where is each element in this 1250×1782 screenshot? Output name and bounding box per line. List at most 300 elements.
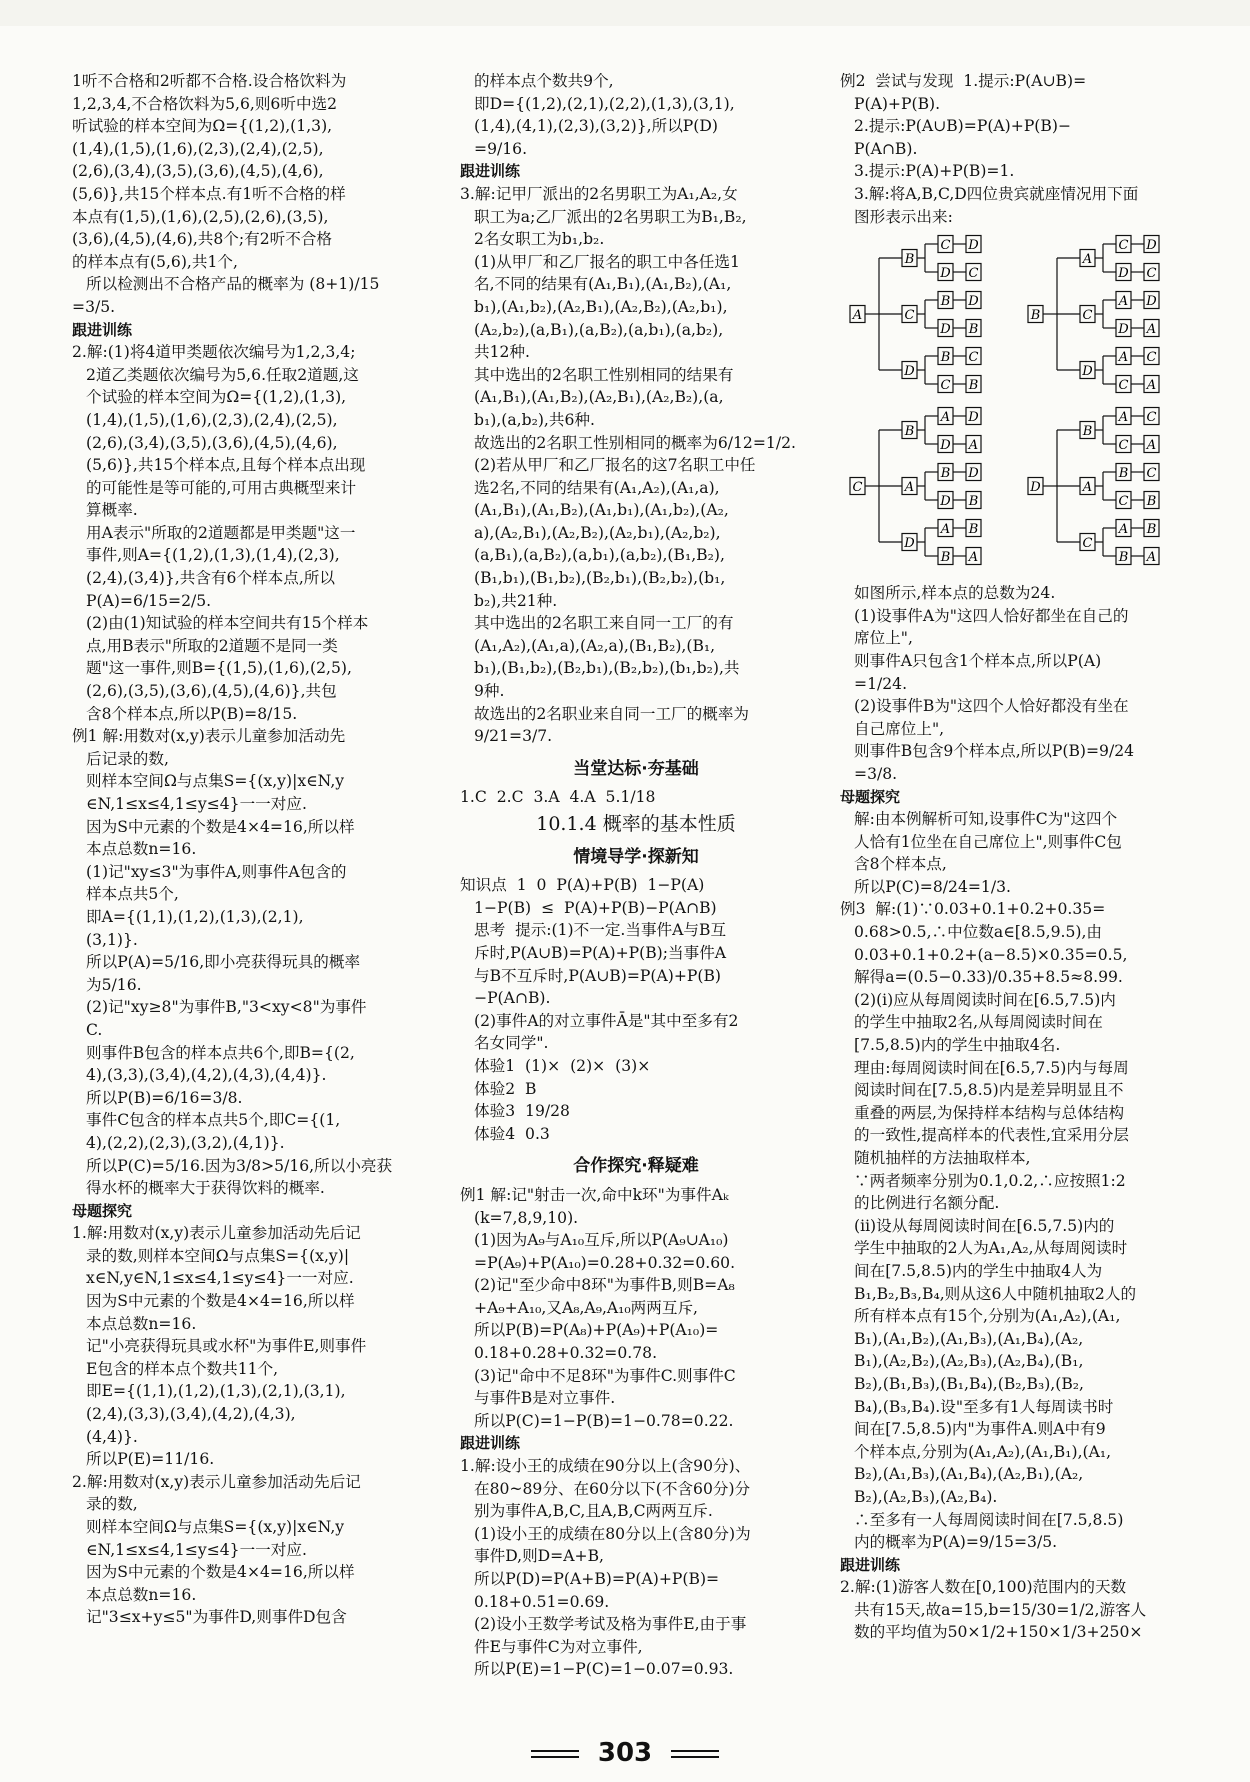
text-line: 所以P(C)=8/24=1/3.	[854, 877, 1011, 896]
tree-level3-box	[966, 520, 981, 538]
section-label: 跟进训练	[460, 162, 521, 181]
text-line: b₁),(a,b₂),共6种.	[474, 410, 595, 429]
tree-level3-box	[1144, 292, 1159, 310]
tree-level2-box	[938, 520, 953, 538]
footer-rule-right	[671, 1750, 719, 1758]
text-line: 则样本空间Ω与点集S={(x,y)|x∈N,y	[86, 772, 345, 791]
text-line: 事件,则A={(1,2),(1,3),(1,4),(2,3),	[86, 546, 340, 565]
tree-level3-box	[966, 236, 981, 254]
text-line: 0.03+0.1+0.2+(a−8.5)×0.35=0.5,	[854, 945, 1128, 964]
text-line: 所以P(E)=11/16.	[86, 1450, 215, 1469]
svg-text:B: B	[1118, 550, 1129, 566]
text-line: 数的平均值为50×1/2+150×1/3+250×	[854, 1623, 1143, 1642]
svg-text:C: C	[1118, 378, 1129, 394]
text-line: 例3 解:(1)∵0.03+0.1+0.2+0.35=	[840, 900, 1106, 919]
text-line: 2.解:用数对(x,y)表示儿童参加活动先后记	[72, 1472, 361, 1491]
text-line: 样本点共5个,	[86, 885, 179, 904]
text-line: B₁),(A₂,B₂),(A₂,B₃),(A₂,B₄),(B₁,	[854, 1352, 1084, 1371]
text-line: 体验3 19/28	[474, 1102, 570, 1121]
text-line: 体验2 B	[474, 1079, 537, 1098]
text-line: (2)记"xy≥8"为事件B,"3<xy<8"为事件	[86, 998, 367, 1017]
svg-text:B: B	[968, 322, 979, 338]
tree-level3-box	[966, 408, 981, 426]
text-line: (a,B₁),(a,B₂),(a,b₁),(a,b₂),(B₁,B₂),	[474, 546, 725, 565]
text-line: B₂),(B₁,B₃),(B₁,B₄),(B₂,B₃),(B₂,	[854, 1374, 1085, 1393]
tree-level1-box	[1080, 478, 1095, 496]
text-line: a),(A₂,B₁),(A₂,B₂),(A₂,b₁),(A₂,b₂),	[474, 523, 721, 542]
text-line: 席位上",	[854, 629, 913, 648]
tree-level2-box	[1116, 264, 1131, 282]
text-line: 斥时,P(A∪B)=P(A)+P(B);当事件A	[474, 943, 727, 962]
svg-text:D: D	[904, 364, 915, 380]
text-line: b₁),(A₁,b₂),(A₂,B₁),(A₂,B₂),(A₂,b₁),	[474, 297, 728, 316]
tree-level2-box	[1116, 320, 1131, 338]
text-line: 的比例进行名额分配.	[854, 1194, 1000, 1213]
svg-text:A: A	[1082, 252, 1093, 268]
svg-text:D: D	[1030, 480, 1041, 496]
tree-level3-box	[966, 320, 981, 338]
tree-level2-box	[938, 264, 953, 282]
svg-text:D: D	[968, 238, 979, 254]
text-line: 阅读时间在[7.5,8.5)内是差异明显且不	[854, 1081, 1124, 1100]
text-line: 事件D,则D=A+B,	[474, 1547, 604, 1566]
text-line: 职工为a;乙厂派出的2名男职工为B₁,B₂,	[474, 207, 747, 226]
svg-text:D: D	[1146, 238, 1157, 254]
text-line: 所以P(C)=5/16.因为3/8>5/16,所以小亮获	[86, 1156, 393, 1175]
text-line: 1.解:用数对(x,y)表示儿童参加活动先后记	[72, 1224, 361, 1243]
text-line: =1/24.	[854, 674, 908, 693]
tree-level3-box	[966, 464, 981, 482]
text-line: 含8个样本点,	[854, 855, 947, 874]
tree-level1-box	[1080, 362, 1095, 380]
tree-level3-box	[1144, 520, 1159, 538]
tree-level3-box	[966, 292, 981, 310]
text-line: (5,6)},共15个样本点,且每个样本点出现	[86, 456, 366, 475]
tree-root-box	[850, 306, 865, 324]
seating-tree-diagram	[840, 232, 1188, 576]
text-line: +A₉+A₁₀,又A₈,A₉,A₁₀两两互斥,	[474, 1298, 698, 1317]
text-line: 2.提示:P(A∪B)=P(A)+P(B)−	[854, 117, 1072, 136]
text-line: 3.解:记甲厂派出的2名男职工为A₁,A₂,女	[460, 184, 738, 203]
text-line: (4,4)}.	[86, 1427, 138, 1446]
text-line: 名,不同的结果有(A₁,B₁),(A₁,B₂),(A₁,	[474, 275, 732, 294]
subsection-title: 10.1.4 概率的基本性质	[536, 813, 736, 835]
text-line: 0.18+0.51=0.69.	[474, 1592, 610, 1611]
text-line: 本点总数n=16.	[86, 840, 197, 859]
svg-text:C: C	[1146, 266, 1157, 282]
text-line: 内的概率为P(A)=9/15=3/5.	[854, 1533, 1058, 1552]
text-line: E包含的样本点个数共11个,	[86, 1359, 279, 1378]
text-line: 4),(3,3),(3,4),(4,2),(4,3),(4,4)}.	[86, 1066, 327, 1085]
text-line: 故选出的2名职业来自同一工厂的概率为	[474, 704, 750, 723]
text-line: B₄),(B₃,B₄).设"至多有1人每周读书时	[854, 1397, 1114, 1416]
text-line: 点,用B表示"所取的2道题不是同一类	[86, 636, 338, 655]
svg-text:D: D	[940, 322, 951, 338]
text-line: (A₁,B₁),(A₁,B₂),(A₂,B₁),(A₂,B₂),(a,	[474, 388, 724, 407]
text-line: 即A={(1,1),(1,2),(1,3),(2,1),	[86, 907, 304, 926]
text-line: (3,1)}.	[86, 930, 138, 949]
svg-text:C: C	[968, 350, 979, 366]
text-line: 随机抽样的方法抽取样本,	[854, 1149, 1031, 1167]
section-heading: 情境导学·探新知	[573, 846, 699, 867]
column-right	[840, 70, 1188, 1644]
svg-text:C: C	[1118, 238, 1129, 254]
text-line: 例2 尝试与发现 1.提示:P(A∪B)=	[840, 72, 1087, 90]
text-line: 如图所示,样本点的总数为24.	[854, 584, 1056, 603]
text-line: 故选出的2名职工性别相同的概率为6/12=1/2.	[474, 433, 796, 452]
tree-level2-box	[938, 408, 953, 426]
page-footer	[0, 1738, 1250, 1768]
svg-text:B: B	[940, 550, 951, 566]
svg-text:C: C	[1082, 308, 1093, 324]
text-line: 所有样本点有15个,分别为(A₁,A₂),(A₁,	[854, 1307, 1121, 1326]
text-line: 算概率.	[86, 501, 138, 520]
tree-level2-box	[1116, 376, 1131, 394]
text-line: ∈N,1≤x≤4,1≤y≤4}一一对应.	[86, 795, 307, 813]
tree-root-box	[1028, 306, 1043, 324]
svg-text:C: C	[1146, 350, 1157, 366]
text-line: (B₁,b₁),(B₁,b₂),(B₂,b₁),(B₂,b₂),(b₁,	[474, 569, 726, 588]
text-line: (2,6),(3,4),(3,5),(3,6),(4,5),(4,6),	[72, 162, 324, 181]
text-line: (A₁,B₁),(A₁,B₂),(A₁,b₁),(A₁,b₂),(A₂,	[474, 501, 729, 520]
text-line: 1−P(B) ≤ P(A)+P(B)−P(A∩B)	[474, 898, 717, 917]
text-line: (ⅱ)设从每周阅读时间在[6.5,7.5)内的	[854, 1216, 1115, 1235]
text-line: −P(A∩B).	[474, 989, 551, 1008]
tree-level2-box	[1116, 348, 1131, 366]
text-line: (1)设事件A为"这四人恰好都坐在自己的	[854, 606, 1129, 625]
text-line: 所以P(A)=5/16,即小亮获得玩具的概率	[86, 953, 361, 972]
text-line: B₁,B₂,B₃,B₄,则从这6人中随机抽取2人的	[854, 1284, 1137, 1303]
example-2-intro	[840, 70, 1188, 228]
tree-level2-box	[1116, 548, 1131, 566]
text-line: 后记录的数,	[86, 749, 169, 768]
text-line: 解得a=(0.5−0.33)/0.35+8.5≈8.99.	[854, 968, 1123, 987]
text-line: ∴至多有一人每周阅读时间在[7.5,8.5)	[854, 1510, 1124, 1529]
svg-text:B: B	[1030, 308, 1041, 324]
tree-level2-box	[1116, 492, 1131, 510]
tree-level2-box	[938, 492, 953, 510]
text-line: P(A)=6/15=2/5.	[86, 591, 212, 610]
svg-text:D: D	[940, 266, 951, 282]
text-line: P(A)+P(B).	[854, 94, 941, 113]
text-line: 重叠的两层,为保持样本结构与总体结构	[854, 1103, 1125, 1122]
tree-level3-box	[1144, 436, 1159, 454]
section-label: 跟进训练	[72, 320, 133, 339]
tree-level2-box	[1116, 520, 1131, 538]
svg-text:A: A	[1118, 410, 1129, 426]
svg-text:B: B	[968, 522, 979, 538]
svg-text:D: D	[904, 536, 915, 552]
section-label: 跟进训练	[840, 1555, 901, 1574]
text-line: (2,6),(3,5),(3,6),(4,5),(4,6)},共包	[86, 682, 337, 701]
text-line: 0.68>0.5,∴中位数a∈[8.5,9.5),由	[854, 923, 1103, 942]
text-line: 即E={(1,1),(1,2),(1,3),(2,1),(3,1),	[86, 1382, 346, 1401]
svg-text:B: B	[968, 378, 979, 394]
text-line: 0.18+0.28+0.32=0.78.	[474, 1344, 658, 1363]
svg-text:A: A	[852, 308, 863, 324]
tree-level1-box	[1080, 250, 1095, 268]
text-line: =P(A₉)+P(A₁₀)=0.28+0.32=0.60.	[474, 1253, 736, 1272]
section-label: 母题探究	[840, 787, 901, 806]
text-line: =3/5.	[72, 297, 116, 316]
tree-level1-box	[902, 306, 917, 324]
text-line: 9种.	[474, 682, 505, 701]
text-line: 所以检测出不合格产品的概率为 (8+1)/15	[86, 275, 380, 294]
tree-level3-box	[1144, 464, 1159, 482]
tree-level2-box	[938, 236, 953, 254]
svg-text:C: C	[968, 266, 979, 282]
svg-text:A: A	[1118, 350, 1129, 366]
tree-level1-box	[902, 422, 917, 440]
tree-level1-box	[1080, 306, 1095, 324]
section-label: 跟进训练	[460, 1434, 521, 1453]
text-line: [7.5,8.5)内的学生中抽取4名.	[854, 1036, 1061, 1055]
tree-level1-box	[1080, 534, 1095, 552]
svg-text:C: C	[1118, 494, 1129, 510]
text-line: 1,2,3,4,不合格饮料为5,6,则6听中选2	[72, 94, 338, 113]
svg-text:B: B	[940, 350, 951, 366]
text-line: 所以P(D)=P(A+B)=P(A)+P(B)=	[474, 1570, 720, 1588]
tree-level2-box	[1116, 236, 1131, 254]
text-line: 选2名,不同的结果有(A₁,A₂),(A₁,a),	[474, 478, 720, 497]
tree-level2-box	[1116, 436, 1131, 454]
tree-root-box	[850, 478, 865, 496]
text-line: 3.提示:P(A)+P(B)=1.	[854, 162, 1015, 181]
text-line: 间在[7.5,8.5)内的学生中抽取4人为	[854, 1261, 1103, 1280]
text-line: (2)设事件B为"这四个人恰好都没有坐在	[854, 697, 1129, 716]
svg-text:A: A	[1146, 322, 1157, 338]
column-middle	[460, 70, 812, 1681]
text-line: 其中选出的2名职工性别相同的结果有	[474, 365, 734, 384]
text-line: 因为S中元素的个数是4×4=16,所以样	[86, 1292, 355, 1311]
text-line: 个试验的样本空间为Ω={(1,2),(1,3),	[86, 388, 347, 407]
text-line: 个样本点,分别为(A₁,A₂),(A₁,B₁),(A₁,	[854, 1442, 1112, 1461]
section-label: 母题探究	[72, 1201, 133, 1220]
text-line: 解:由本例解析可知,设事件C为"这四个	[854, 810, 1118, 829]
svg-text:C: C	[1146, 466, 1157, 482]
text-line: (2,6),(3,4),(3,5),(3,6),(4,5),(4,6),	[86, 433, 338, 452]
tree-level2-box	[938, 464, 953, 482]
tree-level3-box	[1144, 408, 1159, 426]
svg-text:B: B	[904, 252, 915, 268]
svg-text:D: D	[1082, 364, 1093, 380]
text-line: 学生中抽取的2人为A₁,A₂,从每周阅读时	[854, 1239, 1128, 1258]
svg-text:B: B	[1146, 494, 1157, 510]
text-line: (2)事件A的对立事件Ā是"其中至多有2	[474, 1011, 739, 1030]
text-line: B₂),(A₂,B₃),(A₂,B₄).	[854, 1487, 998, 1506]
text-line: 3.解:将A,B,C,D四位贵宾就座情况用下面	[854, 184, 1139, 203]
tree-level2-box	[938, 348, 953, 366]
text-line: 件E与事件C为对立事件,	[474, 1637, 643, 1656]
tree-level2-box	[938, 292, 953, 310]
svg-text:D: D	[1118, 322, 1129, 338]
text-line: 例1 解:用数对(x,y)表示儿童参加活动先	[72, 727, 346, 746]
text-line: (1)记"xy≤3"为事件A,则事件A包含的	[86, 862, 347, 881]
text-line: =9/16.	[474, 139, 528, 158]
page-top-edge	[0, 0, 1250, 26]
text-line: 本点有(1,5),(1,6),(2,5),(2,6),(3,5),	[72, 207, 329, 226]
text-line: (2)设小王数学考试及格为事件E,由于事	[474, 1615, 747, 1634]
tree-level3-box	[1144, 376, 1159, 394]
text-line: 其中选出的2名职工来自同一工厂的有	[474, 614, 734, 633]
svg-text:A: A	[940, 522, 951, 538]
text-line: (2)记"至少命中8环"为事件B,则B=A₈	[474, 1276, 735, 1295]
tree-level3-box	[1144, 320, 1159, 338]
tree-level2-box	[1116, 292, 1131, 310]
text-line: x∈N,y∈N,1≤x≤4,1≤y≤4}一一对应.	[86, 1269, 354, 1288]
text-line: 共12种.	[474, 343, 530, 362]
tree-level1-box	[902, 250, 917, 268]
text-line: 为5/16.	[86, 975, 142, 994]
svg-text:B: B	[1082, 424, 1093, 440]
text-line: 所以P(C)=1−P(B)=1−0.78=0.22.	[474, 1411, 734, 1430]
text-line: 录的数,	[86, 1495, 138, 1514]
svg-text:B: B	[968, 494, 979, 510]
text-line: 所以P(B)=P(A₈)+P(A₉)+P(A₁₀)=	[474, 1321, 719, 1340]
text-line: (1,4),(4,1),(2,3),(3,2)},所以P(D)	[474, 117, 718, 136]
text-line: 1.C 2.C 3.A 4.A 5.1/18	[460, 788, 656, 807]
text-line: 的样本点有(5,6),共1个,	[72, 252, 238, 271]
text-line: 1听不合格和2听都不合格.设合格饮料为	[72, 72, 347, 90]
text-line: 与B不互斥时,P(A∪B)=P(A)+P(B)	[474, 966, 722, 985]
text-line: (2,4),(3,4)},共含有6个样本点,所以	[86, 569, 335, 588]
tree-level2-box	[938, 436, 953, 454]
text-line: (2)(ⅰ)应从每周阅读时间在[6.5,7.5)内	[854, 990, 1116, 1009]
text-line: 的可能性是等可能的,可用古典概型来计	[86, 478, 357, 497]
svg-text:C: C	[1118, 438, 1129, 454]
text-line: 1.解:设小王的成绩在90分以上(含90分)、	[460, 1457, 751, 1476]
tree-root-box	[1028, 478, 1043, 496]
svg-text:C: C	[852, 480, 863, 496]
text-line: 记"3≤x+y≤5"为事件D,则事件D包含	[86, 1608, 347, 1627]
tree-level3-box	[966, 348, 981, 366]
tree-level2-box	[938, 548, 953, 566]
tree-level1-box	[1080, 422, 1095, 440]
tree-level3-box	[966, 492, 981, 510]
svg-text:B: B	[940, 466, 951, 482]
footer-rule-left	[531, 1750, 579, 1758]
text-line: (2)若从甲厂和乙厂报名的这7名职工中任	[474, 456, 756, 475]
section-heading: 合作探究·释疑难	[573, 1156, 699, 1177]
text-line: 含8个样本点,所以P(B)=8/15.	[86, 704, 298, 723]
text-line: 体验4 0.3	[474, 1124, 550, 1143]
column-left	[72, 70, 420, 1629]
tree-level3-box	[966, 376, 981, 394]
text-line: 记"小亮获得玩具或水杯"为事件E,则事件	[86, 1337, 367, 1356]
text-line: 2名女职工为b₁,b₂.	[474, 230, 605, 249]
text-line: (1)从甲厂和乙厂报名的职工中各任选1	[474, 252, 740, 271]
tree-level1-box	[902, 362, 917, 380]
svg-text:A: A	[968, 438, 979, 454]
text-line: 在80~89分、在60分以下(不含60分)分	[474, 1479, 751, 1498]
text-line: 得水杯的概率大于获得饮料的概率.	[86, 1179, 325, 1198]
text-line: (1,4),(1,5),(1,6),(2,3),(2,4),(2,5),	[72, 139, 324, 158]
tree-level1-box	[902, 534, 917, 552]
text-line: =3/8.	[854, 764, 898, 783]
section-heading: 当堂达标·夯基础	[573, 758, 699, 779]
svg-text:C: C	[1146, 410, 1157, 426]
svg-text:A: A	[940, 410, 951, 426]
tree-level3-box	[1144, 236, 1159, 254]
text-line: 人恰有1位坐在自己席位上",则事件C包	[854, 832, 1122, 851]
text-line: 本点总数n=16.	[86, 1314, 197, 1333]
svg-text:D: D	[1146, 294, 1157, 310]
tree-level3-box	[1144, 492, 1159, 510]
text-line: (k=7,8,9,10).	[474, 1208, 579, 1227]
tree-level2-box	[1116, 408, 1131, 426]
svg-text:C: C	[940, 238, 951, 254]
text-line: 则事件A只包含1个样本点,所以P(A)	[854, 651, 1102, 670]
text-line: 因为S中元素的个数是4×4=16,所以样	[86, 817, 355, 836]
text-line: (A₁,A₂),(A₁,a),(A₂,a),(B₁,B₂),(B₁,	[474, 636, 716, 655]
tree-level1-box	[902, 478, 917, 496]
text-line: 录的数,则样本空间Ω与点集S={(x,y)|	[86, 1246, 350, 1265]
svg-text:A: A	[1146, 378, 1157, 394]
tree-level3-box	[1144, 548, 1159, 566]
text-line: (3)记"命中不足8环"为事件C.则事件C	[474, 1366, 736, 1385]
text-line: 则事件B包含的样本点共6个,即B={(2,	[86, 1043, 355, 1062]
text-line: (2,4),(3,3),(3,4),(4,2),(4,3),	[86, 1405, 296, 1424]
text-line: 共有15天,故a=15,b=15/30=1/2,游客人	[854, 1600, 1147, 1619]
text-line: ∈N,1≤x≤4,1≤y≤4}一一对应.	[86, 1540, 307, 1559]
svg-text:B: B	[1118, 466, 1129, 482]
text-line: (5,6)},共15个样本点.有1听不合格的样	[72, 184, 346, 203]
svg-text:B: B	[904, 424, 915, 440]
svg-text:A: A	[1082, 480, 1093, 496]
text-line: (1,4),(1,5),(1,6),(2,3),(2,4),(2,5),	[86, 410, 338, 429]
svg-text:B: B	[1146, 522, 1157, 538]
text-line: (1)因为A₉与A₁₀互斥,所以P(A₉∪A₁₀)	[474, 1231, 729, 1250]
text-line: (2)由(1)知试验的样本空间共有15个样本	[86, 614, 369, 633]
tree-level2-box	[1116, 464, 1131, 482]
text-line: (1)设小王的成绩在80分以上(含80分)为	[474, 1524, 751, 1543]
svg-text:A: A	[904, 480, 915, 496]
text-line: 则样本空间Ω与点集S={(x,y)|x∈N,y	[86, 1518, 345, 1536]
tree-level3-box	[966, 548, 981, 566]
text-line: b₁),(B₁,b₂),(B₂,b₁),(B₂,b₂),(b₁,b₂),共	[474, 659, 740, 678]
text-line: 所以P(B)=6/16=3/8.	[86, 1088, 243, 1107]
text-line: 图形表示出来:	[854, 207, 953, 226]
text-line: 则事件B包含9个样本点,所以P(B)=9/24	[854, 742, 1135, 761]
text-line: 的学生中抽取2名,从每周阅读时间在	[854, 1013, 1103, 1032]
text-line: (3,6),(4,5),(4,6),共8个;有2听不合格	[72, 230, 333, 249]
text-line: 用A表示"所取的2道题都是甲类题"这一	[86, 523, 356, 542]
svg-text:D: D	[940, 494, 951, 510]
text-line: ∵两者频率分别为0.1,0.2,∴应按照1:2	[854, 1171, 1126, 1190]
svg-text:C: C	[904, 308, 915, 324]
text-line: 9/21=3/7.	[474, 727, 553, 746]
tree-level3-box	[1144, 348, 1159, 366]
text-line: 别为事件A,B,C,且A,B,C两两互斥.	[474, 1502, 713, 1521]
svg-text:C: C	[940, 378, 951, 394]
text-line: 2.解:(1)将4道甲类题依次编号为1,2,3,4;	[72, 343, 356, 362]
text-line: 与事件B是对立事件.	[474, 1389, 616, 1408]
svg-text:D: D	[968, 466, 979, 482]
tree-level3-box	[966, 436, 981, 454]
tree-level2-box	[938, 320, 953, 338]
example-2-solution	[840, 582, 1188, 1644]
text-line: 知识点 1 0 P(A)+P(B) 1−P(A)	[460, 876, 705, 895]
text-line: 2道乙类题依次编号为5,6.任取2道题,这	[86, 365, 359, 384]
text-line: 思考 提示:(1)不一定.当事件A与B互	[474, 921, 727, 940]
svg-text:D: D	[940, 438, 951, 454]
text-line: b₂),共21种.	[474, 591, 558, 610]
text-line: 的一致性,提高样本的代表性,宜采用分层	[854, 1126, 1130, 1145]
svg-text:A: A	[1146, 438, 1157, 454]
text-line: 体验1 (1)× (2)× (3)×	[474, 1056, 651, 1075]
text-line: 事件C包含的样本点共5个,即C={(1,	[86, 1111, 341, 1130]
text-line: 名女同学".	[474, 1034, 549, 1053]
